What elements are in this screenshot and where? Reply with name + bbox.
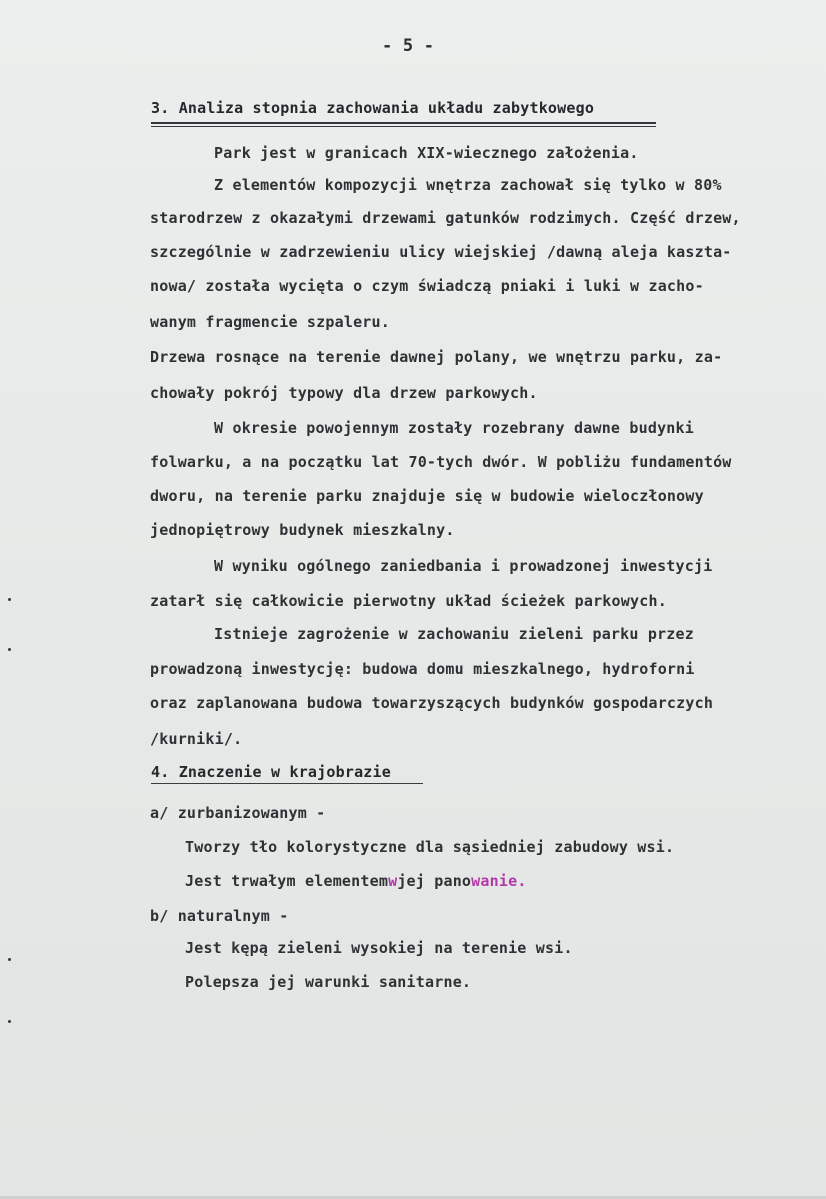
body-line: Drzewa rosnące na terenie dawnej polany, we wnętrzu parku, za- [150, 348, 723, 366]
section-4-heading: 4. Znaczenie w krajobrazie [151, 763, 391, 781]
margin-mark [8, 958, 11, 961]
section-3-underline [151, 122, 656, 124]
section-4-item-b-label: b/ naturalnym - [150, 907, 289, 925]
a-line2-middle: jej pano [397, 872, 472, 890]
body-line: Park jest w granicach XIX-wiecznego założenia. [214, 144, 639, 162]
handwritten-correction: w [388, 872, 398, 890]
body-line: nowa/ została wycięta o czym świadczą pniaki i luki w zacho- [150, 277, 704, 295]
body-line: Z elementów kompozycji wnętrza zachował się tylko w 80% [214, 176, 722, 194]
body-line: Istnieje zagrożenie w zachowaniu zieleni parku przez [214, 625, 694, 643]
a-line2-prefix: Jest trwałym elementem [185, 872, 389, 890]
margin-mark [8, 598, 11, 601]
body-line: wanym fragmencie szpaleru. [150, 313, 390, 331]
section-4-underline [151, 783, 423, 784]
section-4-item-a-label: a/ zurbanizowanym - [150, 804, 326, 822]
body-line: starodrzew z okazałymi drzewami gatunków rodzimych. Część drzew, [150, 209, 741, 227]
body-line: zatarł się całkowicie pierwotny układ ścieżek parkowych. [150, 592, 667, 610]
body-line: szczególnie w zadrzewieniu ulicy wiejskiej /dawną aleja kaszta- [150, 243, 732, 261]
handwritten-correction-suffix: wanie. [471, 872, 527, 890]
margin-mark [8, 1020, 11, 1023]
section-4-item-a-line: Tworzy tło kolorystyczne dla sąsiedniej zabudowy wsi. [185, 838, 675, 856]
body-line: prowadzoną inwestycję: budowa domu mieszkalnego, hydroforni [150, 660, 695, 678]
section-3-heading: 3. Analiza stopnia zachowania układu zabytkowego [151, 99, 595, 117]
body-line: W okresie powojennym zostały rozebrany dawne budynki [214, 419, 694, 437]
body-line: dworu, na terenie parku znajduje się w budowie wieloczłonowy [150, 487, 704, 505]
body-line: /kurniki/. [150, 730, 243, 748]
section-4-item-a-line-2 [185, 872, 527, 890]
body-line: jednopiętrowy budynek mieszkalny. [150, 521, 455, 539]
margin-mark [8, 648, 11, 651]
body-line: W wyniku ogólnego zaniedbania i prowadzonej inwestycji [214, 557, 713, 575]
page-number: - 5 - [382, 36, 435, 56]
section-3-underline-second [151, 126, 656, 127]
body-line: folwarku, a na początku lat 70-tych dwór. W pobliżu fundamentów [150, 453, 732, 471]
body-line: chowały pokrój typowy dla drzew parkowych. [150, 384, 538, 402]
body-line: oraz zaplanowana budowa towarzyszących budynków gospodarczych [150, 694, 714, 712]
section-4-item-b-line: Jest kępą zieleni wysokiej na terenie wsi. [185, 939, 573, 957]
section-4-item-b-line-2: Polepsza jej warunki sanitarne. [185, 973, 472, 991]
